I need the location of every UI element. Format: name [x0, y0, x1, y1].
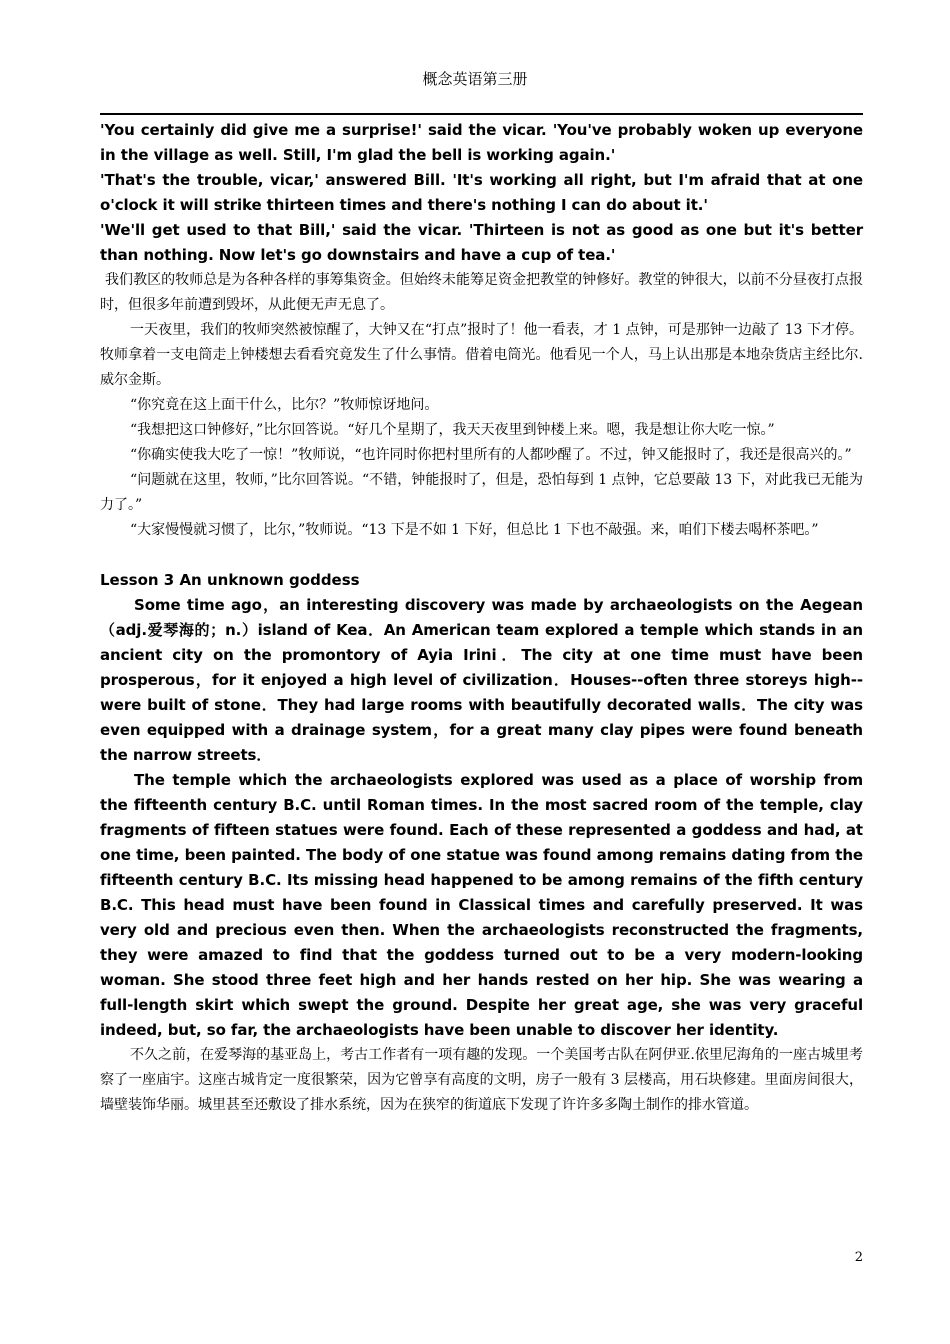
page-content: [100, 118, 863, 1118]
translation-paragraph: 我们教区的牧师总是为各种各样的事筹集资金。但始终未能筹足资金把教堂的钟修好。教堂的钟很大，以前不分昼夜打点报时，但很多年前遭到毁坏，从此便无声无息了。: [100, 272, 863, 313]
translation-paragraph: “你确实使我大吃了一惊！”牧师说，“也许同时你把村里所有的人都吵醒了。不过，钟又能报时了，我还是很高兴的。”: [130, 447, 852, 463]
lesson-paragraph: The temple which the archaeologists explored was used as a place of worship from the fifteenth century B.C. until Roman times. In the most sacred room of the temple, clay fragments of fifteen statues were found. Each of these represented a goddess and had, at one time, been painted. The body of one statue was found among remains dating from the fifteenth century B.C. Its missing head happened to be among remains of the fifth century B.C. This head must have been found in Classical times and carefully preserved. It was very old and precious even then. When the archaeologists reconstructed the fragments, they were amazed to find that the goddess turned out to be a very modern-looking woman. She stood three feet high and her hands rested on her hip. She was wearing a full-length skirt which swept the ground. Despite her great age, she was very graceful indeed, but, so far, the archaeologists have been unable to discover her identity.: [100, 771, 863, 1039]
page-header-title: 概念英语第三册: [422, 70, 528, 88]
dialogue-paragraph: 'We'll get used to that Bill,' said the vicar. 'Thirteen is not as good as one but it's better than nothing. Now let's go downstairs and have a cup of tea.': [100, 221, 863, 264]
section-spacer: [100, 543, 863, 568]
translation-paragraph: “大家慢慢就习惯了，比尔，”牧师说。“13 下是不如 1 下好，但总比 1 下也不敲强。来，咱们下楼去喝杯茶吧。”: [130, 522, 819, 538]
dialogue-paragraph: 'You certainly did give me a surprise!' said the vicar. 'You've probably woken up everyone in the village as well. Still, I'm glad the bell is working again.': [100, 121, 863, 164]
lesson-paragraph: Some time ago，an interesting discovery was made by archaeologists on the Aegean（adj.爱琴海的；n.）island of Kea．An American team explored a temple which stands in an ancient city on the promontory of Ayia Irini．The city at one time must have been prosperous，for it enjoyed a high level of civilization．Houses--often three storeys high--were built of stone．They had large rooms with beautifully decorated walls．The city was even equipped with a drainage system，for a great many clay pipes were found beneath the narrow streets．: [100, 596, 863, 764]
translation-paragraph: “你究竟在这上面干什么，比尔？”牧师惊讶地问。: [130, 397, 439, 413]
dialogue-paragraph: 'That's the trouble, vicar,' answered Bill. 'It's working all right, but I'm afraid that at one o'clock it will strike thirteen times and there's nothing I can do about it.': [100, 171, 863, 214]
header-divider: [100, 113, 863, 115]
page-number: 2: [854, 1250, 863, 1265]
lesson-title: Lesson 3 An unknown goddess: [100, 571, 360, 589]
lesson-translation-paragraph: 不久之前，在爱琴海的基亚岛上，考古工作者有一项有趣的发现。一个美国考古队在阿伊亚.依里尼海角的一座古城里考察了一座庙宇。这座古城肯定一度很繁荣，因为它曾享有高度的文明，房子一般有 3 层楼高，用石块修建。里面房间很大，墙壁装饰华丽。城里甚至还敷设了排水系统，因为在狭窄的街道底下发现了许许多多陶土制作的排水管道。: [100, 1047, 863, 1113]
translation-paragraph: “我想把这口钟修好，”比尔回答说。“好几个星期了，我天天夜里到钟楼上来。嗯，我是想让你大吃一惊。”: [130, 422, 775, 438]
translation-paragraph: “问题就在这里，牧师，”比尔回答说。“不错，钟能报时了，但是，恐怕每到 1 点钟，它总要敲 13 下，对此我已无能为力了。”: [100, 472, 863, 513]
translation-paragraph: 一天夜里，我们的牧师突然被惊醒了，大钟又在“打点”报时了！他一看表，才 1 点钟，可是那钟一边敲了 13 下才停。牧师拿着一支电筒走上钟楼想去看看究竟发生了什么事情。借着电筒光。他看见一个人，马上认出那是本地杂货店主经比尔.威尔金斯。: [100, 322, 863, 388]
